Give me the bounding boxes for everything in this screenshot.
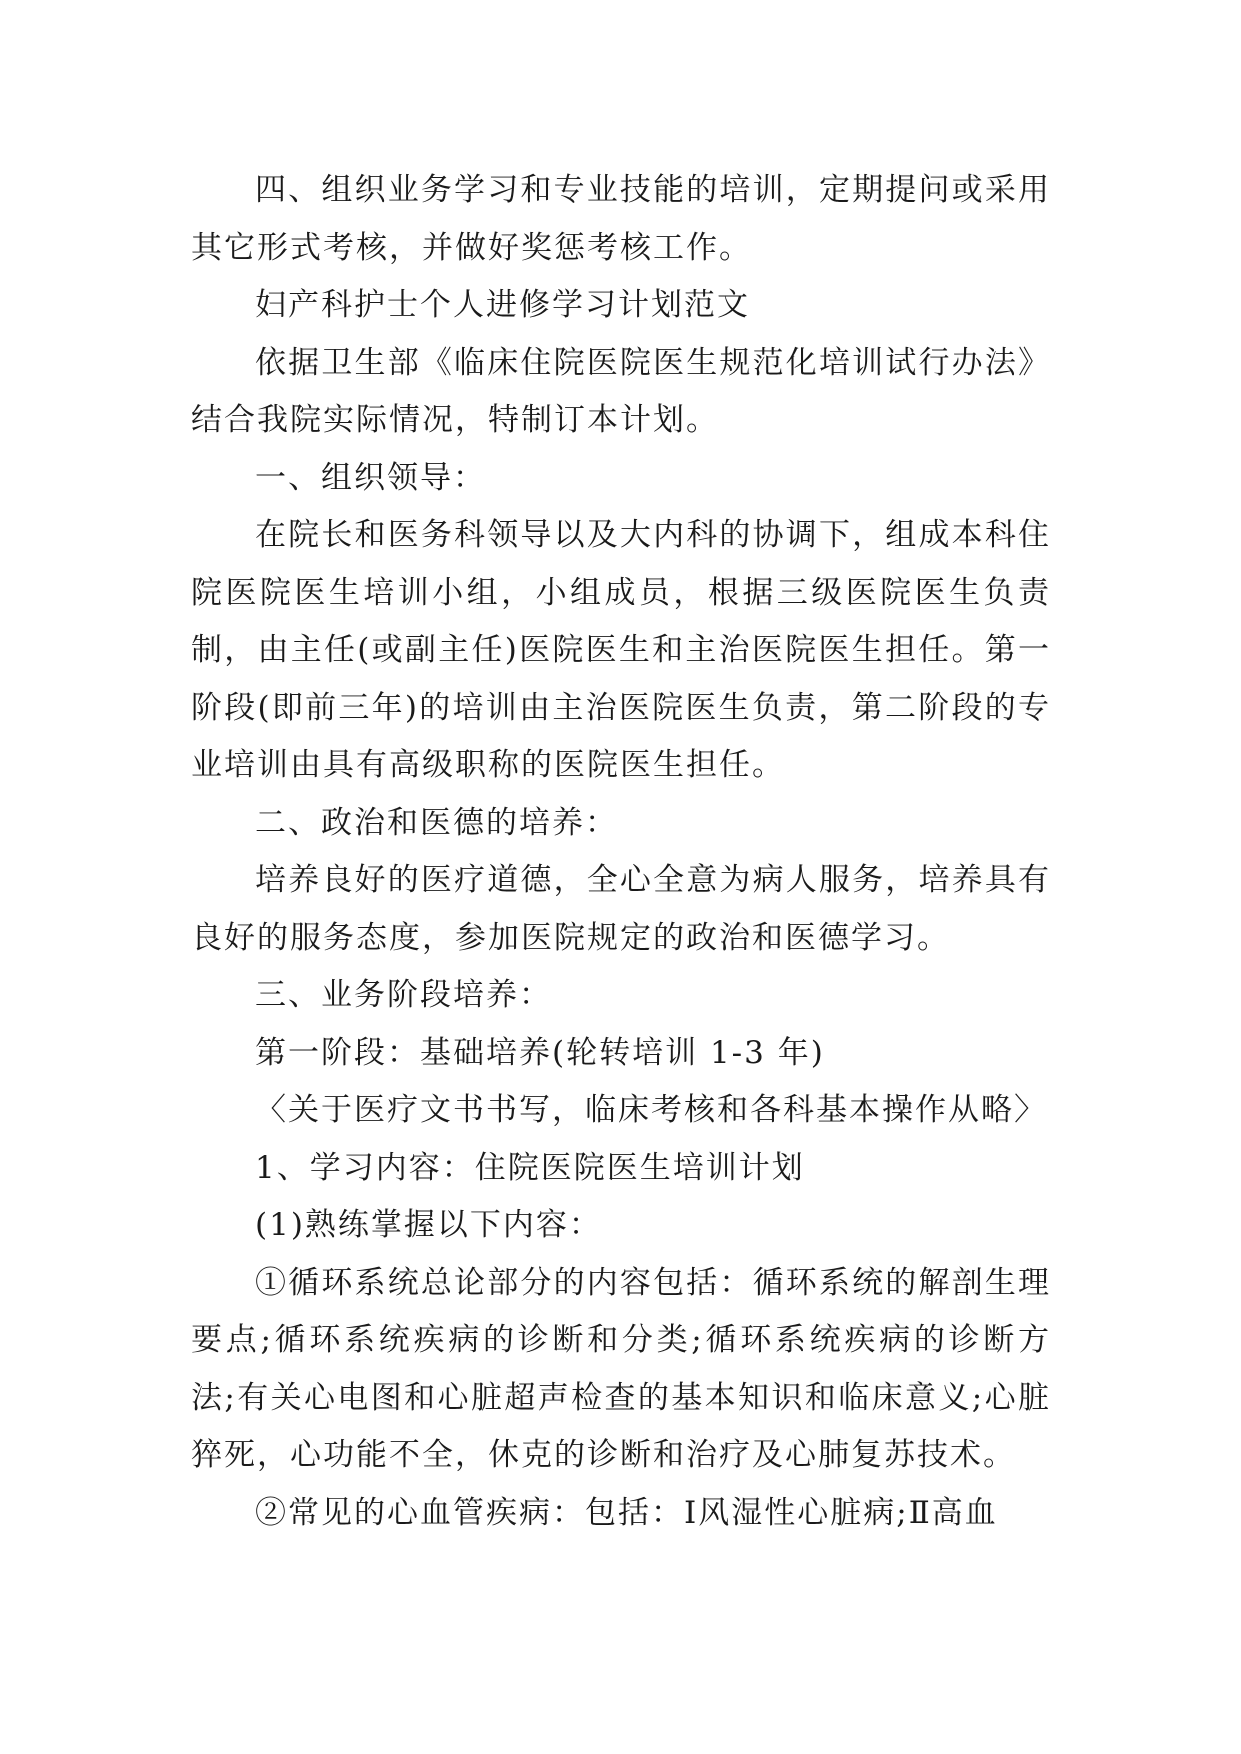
paragraph-master-list: (1)熟练掌握以下内容： (255, 1207, 602, 1243)
paragraph-learning-content: 1、学习内容：住院医院医生培训计划 (255, 1149, 805, 1186)
paragraph-intro: 依据卫生部《临床住院医院医生规范化培训试行办法》结合我院实际情况，特制订本计划。 (191, 344, 1051, 438)
document-body (191, 162, 1051, 1542)
heading-organization: 一、组织领导： (255, 459, 486, 496)
paragraph-stage-one: 第一阶段：基础培养(轮转培训 1-3 年) (255, 1034, 825, 1071)
paragraph-cardiovascular-diseases: ②常见的心血管疾病：包括：Ⅰ风湿性心脏病;Ⅱ高血 (255, 1494, 998, 1531)
paragraph-section-title: 妇产科护士个人进修学习计划范文 (255, 287, 750, 323)
paragraph-circulatory-system: ①循环系统总论部分的内容包括：循环系统的解剖生理要点;循环系统疾病的诊断和分类;循环系统疾病的诊断方法;有关心电图和心脏超声检查的基本知识和临床意义;心脏猝死，心功能不全，休克的诊断和治疗及心肺复苏技术。 (191, 1264, 1051, 1473)
paragraph-organization: 在院长和医务科领导以及大内科的协调下，组成本科住院医院医生培训小组，小组成员，根据三级医院医生负责制，由主任(或副主任)医院医生和主治医院医生担任。第一阶段(即前三年)的培训由主治医院医生负责，第二阶段的专业培训由具有高级职称的医院医生担任。 (191, 517, 1051, 783)
heading-stages: 三、业务阶段培养： (255, 977, 552, 1013)
heading-ethics: 二、政治和医德的培养： (255, 804, 618, 841)
paragraph-training-assessment: 四、组织业务学习和专业技能的培训，定期提问或采用其它形式考核，并做好奖惩考核工作。 (191, 172, 1051, 266)
paragraph-omitted-note: 〈关于医疗文书书写，临床考核和各科基本操作从略〉 (255, 1092, 1047, 1128)
paragraph-ethics: 培养良好的医疗道德，全心全意为病人服务，培养具有良好的服务态度，参加医院规定的政治和医德学习。 (191, 862, 1051, 956)
